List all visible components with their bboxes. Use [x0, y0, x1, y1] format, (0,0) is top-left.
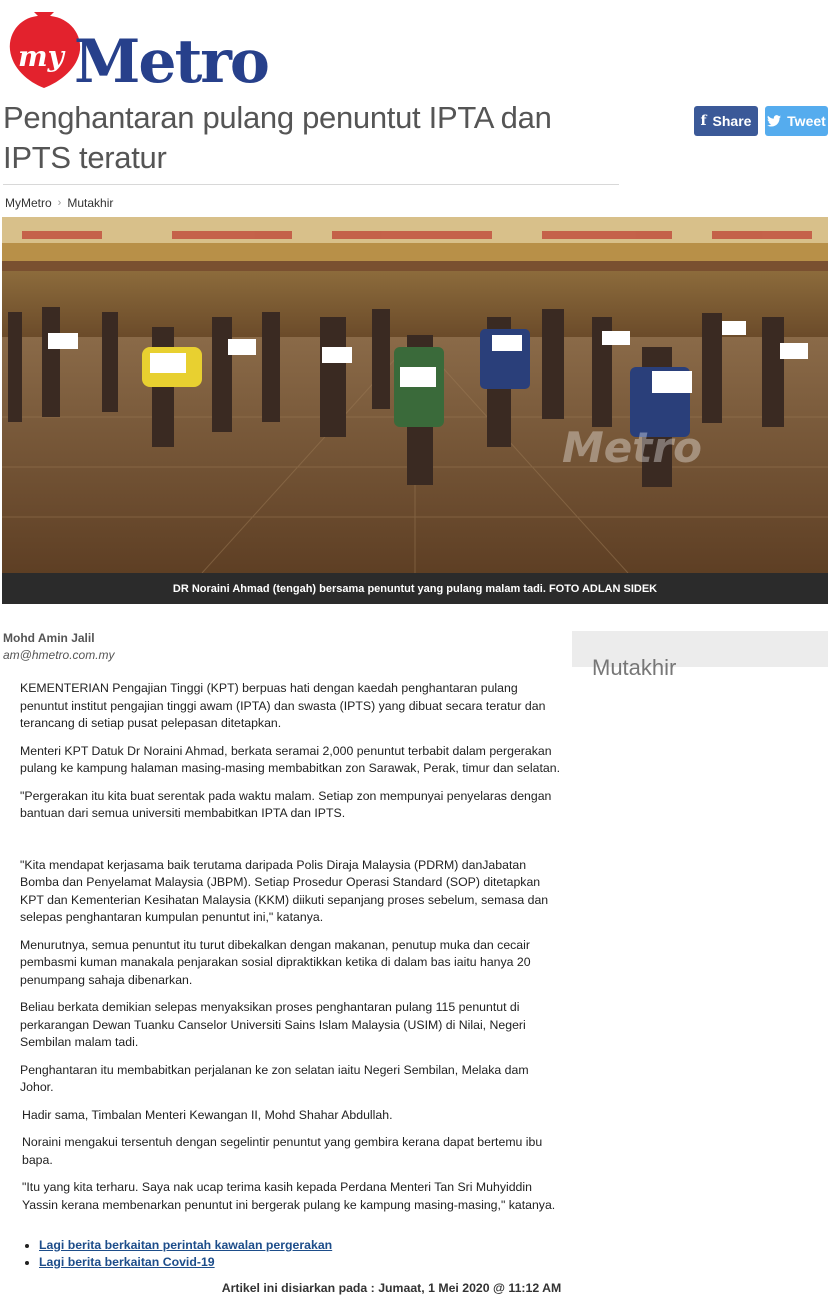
author-email[interactable]: am@hmetro.com.my [3, 648, 115, 662]
metro-logo-icon [4, 8, 304, 97]
twitter-icon [767, 115, 781, 127]
breadcrumb [5, 196, 113, 210]
article-paragraph: "Itu yang kita terharu. Saya nak ucap terima kasih kepada Perdana Menteri Tan Sri Muhyiddin Yassin kerana membenarkan penuntut ini bergerak pulang ke kampung masing-masing," katanya. [22, 1180, 556, 1212]
breadcrumb-section-link[interactable]: Mutakhir [67, 196, 114, 210]
facebook-icon: f [700, 113, 707, 129]
article-body [20, 680, 565, 1224]
photo-watermark: Metro [562, 423, 702, 472]
article-paragraph: Beliau berkata demikian selepas menyaksikan proses penghantaran pulang 115 penuntut di perkarangan Dewan Tuanku Canselor Universiti Sains Islam Malaysia (USIM) di Nilai, Negeri Sembilan malam tadi. [20, 1000, 526, 1049]
article-paragraph: KEMENTERIAN Pengajian Tinggi (KPT) berpuas hati dengan kaedah penghantaran pulang penuntut institut pengajian tinggi awam (IPTA) dan swasta (IPTS) yang dibuat secara teratur dan terancang di setiap pusat pelepasan ditetapkan. [20, 681, 546, 730]
article-paragraph: Noraini mengakui tersentuh dengan segelintir penuntut yang gembira kerana dapat bertemu ibu bapa. [22, 1135, 543, 1167]
sidebar-latest-box [572, 631, 828, 680]
article-paragraph: Menurutnya, semua penuntut itu turut dibekalkan dengan makanan, penutup muka dan cecair pembasmi kuman manakala penjarakan sosial dipraktikkan ketika di dalam bas iaitu hanya 20 penumpang sahaja dibenarkan. [20, 937, 531, 987]
facebook-share-label: Share [712, 113, 752, 129]
related-link-pkp[interactable]: Lagi berita berkaitan perintah kawalan pergerakan [39, 1238, 333, 1252]
site-logo[interactable] [4, 8, 304, 97]
breadcrumb-home-link[interactable]: MyMetro [5, 196, 52, 210]
facebook-share-button[interactable] [694, 106, 758, 136]
article-paragraph: "Pergerakan itu kita buat serentak pada waktu malam. Setiap zon mempunyai penyelaras dengan bantuan dari semua universiti membabitkan IPTA dan IPTS. [20, 788, 552, 820]
chevron-right-icon: › [57, 197, 62, 209]
article-paragraph: "Kita mendapat kerjasama baik terutama daripada Polis Diraja Malaysia (PDRM) danJabatan Bomba dan Penyelamat Malaysia (JBPM). Setiap Prosedur Operasi Standard (SOP) ditetapkan KPT dan Kementerian Kesihatan Malaysia (KKM) diikuti sepanjang proses sebelum, semasa dan selepas penghantaran kumpulan penuntut ini," katanya. [20, 857, 549, 924]
article-paragraph: Hadir sama, Timbalan Menteri Kewangan II, Mohd Shahar Abdullah. [22, 1107, 393, 1122]
svg-text:Metro: Metro [74, 27, 268, 97]
hall-students-photo [2, 217, 828, 573]
article-photo [2, 217, 828, 573]
author-name[interactable]: Mohd Amin Jalil [3, 631, 95, 645]
article-paragraph: Menteri KPT Datuk Dr Noraini Ahmad, berkata seramai 2,000 penuntut terbabit dalam pergerakan pulang ke kampung halaman masing-masing membabitkan zon Sarawak, Perak, timur dan selatan. [20, 743, 560, 775]
photo-caption: DR Noraini Ahmad (tengah) bersama penuntut yang pulang malam tadi. FOTO ADLAN SIDEK [2, 573, 828, 604]
article-paragraph: Penghantaran itu membabitkan perjalanan ke zon selatan iaitu Negeri Sembilan, Melaka dam Johor. [20, 1062, 529, 1094]
related-link-item [39, 1237, 332, 1254]
sidebar-heading: Mutakhir [592, 655, 677, 680]
headline-divider [3, 184, 619, 185]
related-links-list [23, 1237, 332, 1271]
twitter-tweet-label: Tweet [787, 113, 826, 129]
svg-text:my: my [18, 40, 64, 73]
published-date: Artikel ini disiarkan pada : Jumaat, 1 Mei 2020 @ 11:12 AM [221, 1281, 562, 1295]
twitter-tweet-button[interactable] [765, 106, 828, 136]
related-link-item [39, 1254, 332, 1271]
article-headline: Penghantaran pulang penuntut IPTA dan IPTS teratur [3, 100, 552, 175]
related-link-covid[interactable]: Lagi berita berkaitan Covid-19 [39, 1255, 215, 1269]
